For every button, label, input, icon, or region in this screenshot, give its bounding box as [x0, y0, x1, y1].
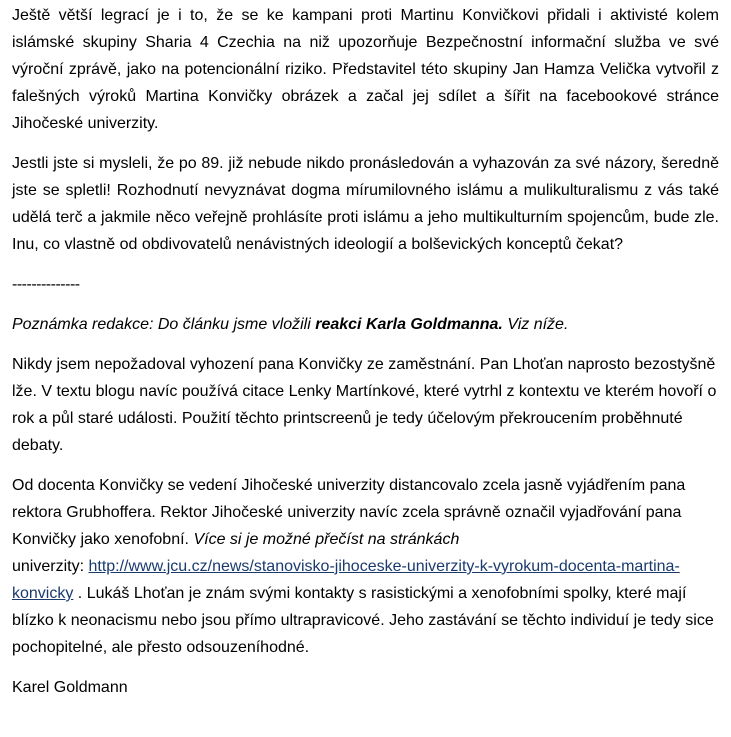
article-paragraph-2: Jestli jste si mysleli, že po 89. již nebude nikdo pronásledován a vyhazován za své názory, šeredně jste se spletli! Rozhodnutí nevyznávat dogma mírumilovného islámu a mulikulturalismu z vás také udělá terč a jakmile něco veřejně prohlásíte proti islámu a jeho multikulturním spojencům, bude zle. Inu, co vlastně od obdivovatelů nenávistných ideologií a bolševických konceptů čekat?	[12, 155, 719, 253]
university-statement-link[interactable]: http://www.jcu.cz/news/stanovisko-jihoceske-univerzity-k-vyrokum-docenta-martina-konvicky	[12, 558, 680, 602]
section-divider: --------------	[12, 276, 80, 293]
editor-note-bold: reakci Karla Goldmanna.	[315, 316, 503, 333]
reply-paragraph-2-start: Od docenta Konvičky se vedení Jihočeské univerzity distancovalo zcela jasně vyjádřením pana rektora Grubhoffera. Rektor Jihočeské univerzity navíc zcela správně označil vyjadřování pana Konvičky jako xenofobní.	[12, 477, 686, 548]
editor-note-suffix: Viz níže.	[502, 316, 569, 333]
reply-paragraph-2-end: . Lukáš Lhoťan je znám svými kontakty s rasistickými a xenofobními spolky, které mají blízko k neonacismu nebo jsou přímo ultrapravicové. Jeho zastávání se těchto individuí je tedy sice pochopitelné, ale přesto odsouzeníhodné.	[12, 585, 714, 656]
editor-note	[12, 311, 719, 338]
reply-paragraph-2-univ: univerzity:	[12, 558, 89, 575]
editor-note-prefix: Poznámka redakce: Do článku jsme vložili	[12, 316, 316, 333]
reply-paragraph-2	[12, 472, 719, 661]
article-paragraph-1: Ještě větší legrací je i to, že se ke kampani proti Martinu Konvičkovi přidali i aktivisté kolem islámské skupiny Sharia 4 Czechia na niž upozorňuje Bezpečnostní informační služba ve své výroční zprávě, jako na potencionální riziko. Představitel této skupiny Jan Hamza Velička vytvořil z falešných výroků Martina Konvičky obrázek a začal jej sdílet a šířit na facebookové stránce Jihočeské univerzity.	[12, 7, 719, 132]
reply-paragraph-1: Nikdy jsem nepožadoval vyhození pana Konvičky ze zaměstnání. Pan Lhoťan naprosto bezostyšně lže. V textu blogu navíc používá citace Lenky Martínkové, které vytrhl z kontextu ve kterém hovoří o rok a půl staré události. Použití těchto printscreenů je tedy účelovým překroucením proběhnuté debaty.	[12, 356, 717, 454]
reply-paragraph-2-italic: Více si je možné přečíst na stránkách	[189, 531, 460, 548]
signature: Karel Goldmann	[12, 679, 128, 696]
